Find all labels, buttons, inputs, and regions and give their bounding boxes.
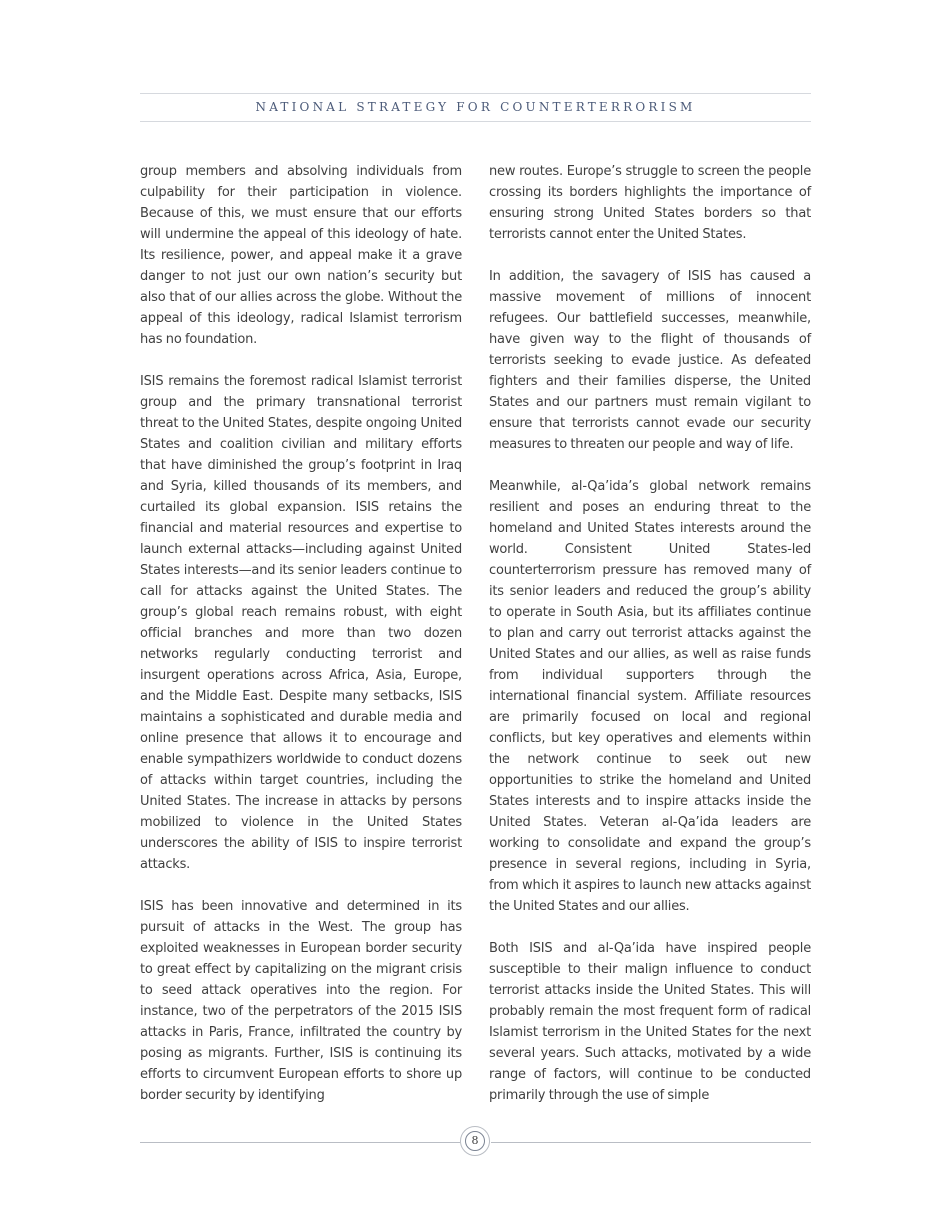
page-footer — [140, 1126, 811, 1158]
paragraph: ISIS has been innovative and determined in its pursuit of attacks in the West. The group has exploited weaknesses in European border security to great effect by capitalizing on the migrant crisis to seed attack operatives into the region. For instance, two of the perpetrators of the 2015 ISIS attacks in Paris, France, infiltrated the country by posing as migrants. Further, ISIS is continuing its efforts to circumvent European efforts to shore up border security by identifying — [140, 899, 462, 1103]
header-title: NATIONAL STRATEGY FOR COUNTERTERRORISM — [255, 100, 696, 114]
paragraph: group members and absolving individuals from culpability for their participation in violence. Because of this, we must ensure that our efforts will undermine the appeal of this ideology of hate. Its resilience, power, and appeal make it a grave danger to not just our own nation’s security but also that of our allies across the globe. Without the appeal of this ideology, radical Islamist terrorism has no foundation. — [140, 164, 462, 347]
page-number: 8 — [465, 1131, 485, 1151]
paragraph: ISIS remains the foremost radical Islamist terrorist group and the primary transnational terrorist threat to the United States, despite ongoing United States and coalition civilian and military efforts that have diminished the group’s footprint in Iraq and Syria, killed thousands of its members, and curtailed its global expansion. ISIS retains the financial and material resources and expertise to launch external attacks—including against United States interests—and its senior leaders continue to call for attacks against the United States. The group’s global reach remains robust, with eight official branches and more than two dozen networks regularly conducting terrorist and insurgent operations across Africa, Asia, Europe, and the Middle East. Despite many setbacks, ISIS maintains a sophisticated and durable media and online presence that allows it to encourage and enable sympathizers worldwide to conduct dozens of attacks within target countries, including the United States. The increase in attacks by persons mobilized to violence in the United States underscores the ability of ISIS to inspire terrorist attacks. — [140, 374, 462, 872]
paragraph: new routes. Europe’s struggle to screen the people crossing its borders highlights the importance of ensuring strong United States borders so that terrorists cannot enter the United States. — [489, 164, 811, 242]
paragraph: Meanwhile, al-Qa’ida’s global network remains resilient and poses an enduring threat to the homeland and United States interests around the world. Consistent United States-led counterterrorism pressure has removed many of its senior leaders and reduced the group’s ability to operate in South Asia, but its affiliates continue to plan and carry out terrorist attacks against the United States and our allies, as well as raise funds from individual supporters through the international financial system. Affiliate resources are primarily focused on local and regional conflicts, but key operatives and elements within the network continue to seek out new opportunities to strike the homeland and United States interests and to inspire attacks inside the United States. Veteran al-Qa’ida leaders are working to consolidate and expand the group’s presence in several regions, including in Syria, from which it aspires to launch new attacks against the United States and our allies. — [489, 479, 811, 914]
left-column — [140, 161, 462, 1127]
footer-rule-left — [140, 1142, 460, 1143]
page-number-badge — [460, 1126, 490, 1156]
footer-rule-right — [491, 1142, 811, 1143]
paragraph: Both ISIS and al-Qa’ida have inspired people susceptible to their malign influence to conduct terrorist attacks inside the United States. This will probably remain the most frequent form of radical Islamist terrorism in the United States for the next several years. Such attacks, motivated by a wide range of factors, will continue to be conducted primarily through the use of simple — [489, 941, 811, 1103]
paragraph: In addition, the savagery of ISIS has caused a massive movement of millions of innocent refugees. Our battlefield successes, meanwhile, have given way to the flight of thousands of terrorists seeking to evade justice. As defeated fighters and their families disperse, the United States and our partners must remain vigilant to ensure that terrorists cannot evade our security measures to threaten our people and way of life. — [489, 269, 811, 452]
running-header — [140, 93, 811, 122]
right-column — [489, 161, 811, 1127]
